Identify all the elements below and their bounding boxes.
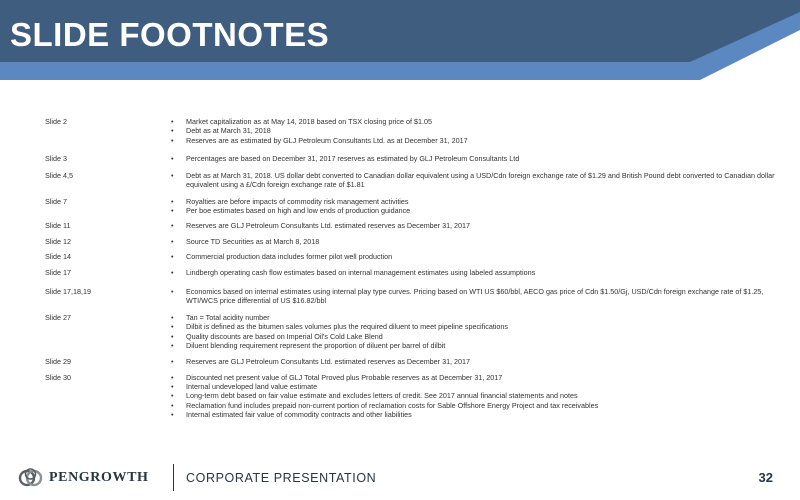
footnote-bullet: • Per boe estimates based on high and low ends of production guidance xyxy=(171,206,775,215)
footnote-bullet: • Percentages are based on December 31, 2017 reserves as estimated by GLJ Petroleum Consultants Ltd xyxy=(171,154,775,163)
brand-name: PENGROWTH xyxy=(49,470,149,485)
footnote-bullets xyxy=(171,313,775,350)
footnote-bullet: • Lindbergh operating cash flow estimates based on internal management estimates using labeled assumptions xyxy=(171,268,775,277)
footnote-row xyxy=(45,154,775,163)
footnote-bullet: • Source TD Securities as at March 8, 2018 xyxy=(171,237,775,246)
footnote-row xyxy=(45,357,775,366)
page-number: 32 xyxy=(758,470,773,485)
footnote-row xyxy=(45,171,775,190)
footnote-slide-label: Slide 14 xyxy=(45,251,71,261)
footnote-bullet: • Debt as at March 31, 2018 xyxy=(171,126,775,135)
footnote-bullet: • Discounted net present value of GLJ Total Proved plus Probable reserves as at December 31, 2017 xyxy=(171,373,775,382)
footnote-bullet: • Reserves are as estimated by GLJ Petroleum Consultants Ltd. as at December 31, 2017 xyxy=(171,136,775,145)
footnote-bullet: • Reclamation fund includes prepaid non-current portion of reclamation costs for Sable Offshore Energy Project and tax receivables xyxy=(171,401,775,410)
footnote-slide-label: Slide 7 xyxy=(45,196,67,206)
footnote-slide-label: Slide 12 xyxy=(45,236,71,246)
footer-divider xyxy=(173,464,174,491)
footnote-bullets xyxy=(171,373,775,419)
footnote-slide-label: Slide 29 xyxy=(45,357,71,367)
footnote-bullet: • Commercial production data includes former pilot well production xyxy=(171,252,775,261)
footnote-row xyxy=(45,197,775,216)
footnote-bullet: • Quality discounts are based on Imperial Oil's Cold Lake Blend xyxy=(171,332,775,341)
footnote-bullet: • Diluent blending requirement represent the proportion of diluent per barrel of dilbit xyxy=(171,341,775,350)
footnote-bullet: • Dilbit is defined as the bitumen sales volumes plus the required diluent to meet pipeline specifications xyxy=(171,322,775,331)
footnote-slide-label: Slide 11 xyxy=(45,221,71,231)
footnote-row xyxy=(45,313,775,350)
footnote-bullets xyxy=(171,237,775,246)
footnote-bullets xyxy=(171,154,775,163)
footnote-row xyxy=(45,268,775,277)
footnote-bullet: • Market capitalization as at May 14, 2018 based on TSX closing price of $1.05 xyxy=(171,117,775,126)
footnote-bullets xyxy=(171,287,775,306)
footnote-bullets xyxy=(171,268,775,277)
footnote-bullets xyxy=(171,357,775,366)
footnote-bullet: • Tan = Total acidity number xyxy=(171,313,775,322)
footnote-slide-label: Slide 17 xyxy=(45,268,71,278)
footnote-bullet: • Internal undeveloped land value estimate xyxy=(171,382,775,391)
footnote-row xyxy=(45,221,775,230)
footnote-bullet: • Economics based on internal estimates using internal play type curves. Pricing based on WTI US $60/bbl, AECO gas price of Cdn $1.50/Gj, USD/Cdn foreign exchange rate of $1.25, WTI/WCS price differential of US $16.82/bbl xyxy=(171,287,775,306)
footer-section-label: CORPORATE PRESENTATION xyxy=(186,471,377,485)
page-title: SLIDE FOOTNOTES xyxy=(10,16,330,53)
footnote-bullet: • Reserves are GLJ Petroleum Consultants Ltd. estimated reserves as December 31, 2017 xyxy=(171,357,775,366)
footnote-slide-label: Slide 2 xyxy=(45,117,67,126)
footnote-bullet: • Reserves are GLJ Petroleum Consultants Ltd. estimated reserves as December 31, 2017 xyxy=(171,221,775,230)
footnotes-list xyxy=(45,110,775,419)
footnote-bullet: • Internal estimated fair value of commodity contracts and other liabilities xyxy=(171,410,775,419)
footnote-bullet: • Long-term debt based on fair value estimate and excludes letters of credit. See 2017 annual financial statements and notes xyxy=(171,391,775,400)
footnote-bullet: • Debt as at March 31, 2018. US dollar debt converted to Canadian dollar equivalent using a USD/Cdn foreign exchange rate of $1.29 and British Pound debt converted to Canadian dollar equivalent using a £/Cdn foreign exchange rate of $1.81 xyxy=(171,171,775,190)
footnote-bullets xyxy=(171,117,775,145)
footnote-slide-label: Slide 27 xyxy=(45,313,71,323)
footnote-slide-label: Slide 17,18,19 xyxy=(45,286,91,296)
footnote-bullets xyxy=(171,197,775,216)
footnote-row xyxy=(45,287,775,306)
footnote-row xyxy=(45,237,775,246)
footnote-bullets xyxy=(171,252,775,261)
footnote-bullet: • Royalties are before impacts of commodity risk management activities xyxy=(171,197,775,206)
footnote-slide-label: Slide 4,5 xyxy=(45,171,73,181)
pengrowth-logo-icon xyxy=(18,466,44,490)
footnote-row xyxy=(45,117,775,145)
title-banner xyxy=(0,0,800,80)
footnote-bullets xyxy=(171,171,775,190)
footnote-slide-label: Slide 3 xyxy=(45,153,67,163)
footnote-slide-label: Slide 30 xyxy=(45,372,71,382)
footnote-bullets xyxy=(171,221,775,230)
footnote-row xyxy=(45,252,775,261)
footnote-row xyxy=(45,373,775,419)
